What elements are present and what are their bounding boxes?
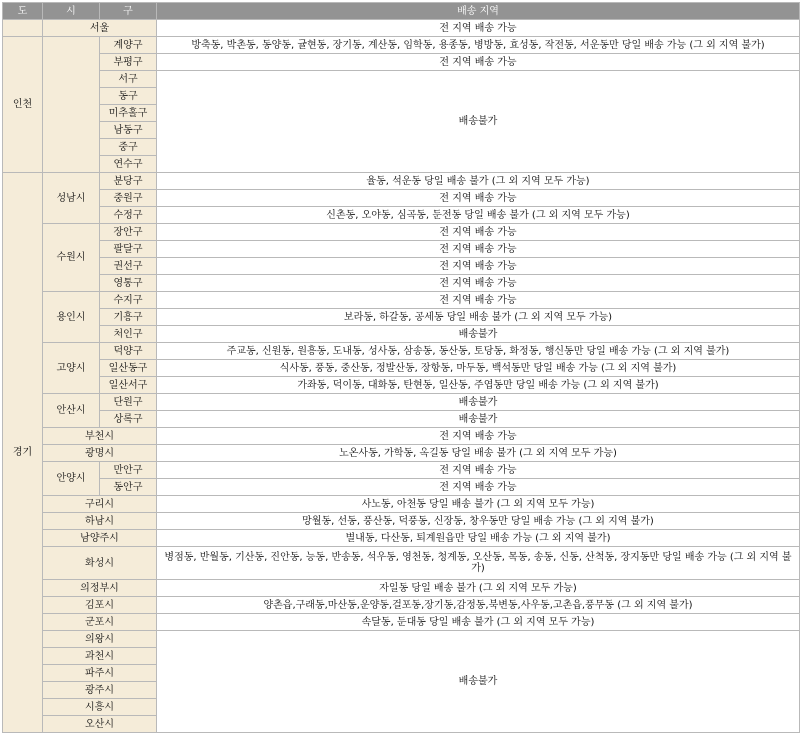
district-label: 덕양구 xyxy=(100,343,157,360)
district-label: 일산서구 xyxy=(100,377,157,394)
area-cell: 전 지역 배송 가능 xyxy=(157,190,800,207)
table-row xyxy=(3,343,800,360)
region-label: 서울 xyxy=(43,20,157,37)
area-cell: 배송불가 xyxy=(157,411,800,428)
city-label: 오산시 xyxy=(43,716,157,733)
area-cell: 전 지역 배송 가능 xyxy=(157,292,800,309)
table-row xyxy=(3,631,800,648)
area-cell: 식사동, 풍동, 중산동, 정발산동, 장항동, 마두동, 백석동만 당일 배송 가능 (그 외 지역 불가) xyxy=(157,360,800,377)
city-label: 구리시 xyxy=(43,496,157,513)
area-cell: 전 지역 배송 가능 xyxy=(157,20,800,37)
region-label: 동구 xyxy=(100,88,157,105)
table-row xyxy=(3,479,800,496)
district-label: 기흥구 xyxy=(100,309,157,326)
city-label: 의정부시 xyxy=(43,580,157,597)
region-label: 미추홀구 xyxy=(100,105,157,122)
city-label: 시흥시 xyxy=(43,699,157,716)
area-cell: 방축동, 박촌동, 동양동, 귤현동, 장기동, 계산동, 임학동, 용종동, 병방동, 효성동, 작전동, 서운동만 당일 배송 가능 (그 외 지역 불가) xyxy=(157,37,800,54)
table-row xyxy=(3,37,800,54)
district-label: 동안구 xyxy=(100,479,157,496)
area-cell: 노온사동, 가학동, 옥길동 당일 배송 불가 (그 외 지역 모두 가능) xyxy=(157,445,800,462)
table-row xyxy=(3,258,800,275)
table-row xyxy=(3,614,800,631)
header-gu: 구 xyxy=(100,3,157,20)
table-row xyxy=(3,326,800,343)
district-label: 단원구 xyxy=(100,394,157,411)
area-cell: 전 지역 배송 가능 xyxy=(157,258,800,275)
district-label: 만안구 xyxy=(100,462,157,479)
area-cell: 사노동, 아천동 당일 배송 불가 (그 외 지역 모두 가능) xyxy=(157,496,800,513)
region-label: 서구 xyxy=(100,71,157,88)
area-cell: 보라동, 하갈동, 공세동 당일 배송 불가 (그 외 지역 모두 가능) xyxy=(157,309,800,326)
city-label: 화성시 xyxy=(43,547,157,580)
incheon-si-spacer xyxy=(43,37,100,173)
header-si: 시 xyxy=(43,3,100,20)
province-gyeonggi: 경기 xyxy=(3,173,43,733)
city-label: 안산시 xyxy=(43,394,100,428)
table-row xyxy=(3,241,800,258)
area-cell: 전 지역 배송 가능 xyxy=(157,241,800,258)
table-row xyxy=(3,462,800,479)
table-header-row xyxy=(3,3,800,20)
area-cell: 배송불가 xyxy=(157,326,800,343)
district-label: 상록구 xyxy=(100,411,157,428)
district-label: 중원구 xyxy=(100,190,157,207)
area-cell: 속달동, 둔대동 당일 배송 불가 (그 외 지역 모두 가능) xyxy=(157,614,800,631)
city-label: 용인시 xyxy=(43,292,100,343)
table-row xyxy=(3,190,800,207)
header-do: 도 xyxy=(3,3,43,20)
delivery-area-table xyxy=(2,2,800,733)
area-cell: 병점동, 반월동, 기산동, 진안동, 능동, 반송동, 석우동, 영천동, 청계동, 오산동, 목동, 송동, 신동, 산척동, 장지동만 당일 배송 가능 (그 외 지역 불가) xyxy=(157,547,800,580)
area-cell: 망월동, 선동, 풍산동, 덕풍동, 신장동, 창우동만 당일 배송 가능 (그 외 지역 불가) xyxy=(157,513,800,530)
table-row xyxy=(3,411,800,428)
table-row xyxy=(3,597,800,614)
district-label: 처인구 xyxy=(100,326,157,343)
region-label: 연수구 xyxy=(100,156,157,173)
city-label: 과천시 xyxy=(43,648,157,665)
area-cell: 전 지역 배송 가능 xyxy=(157,54,800,71)
area-cell: 배송불가 xyxy=(157,71,800,173)
table-row xyxy=(3,360,800,377)
city-label: 안양시 xyxy=(43,462,100,496)
table-row xyxy=(3,496,800,513)
table-row xyxy=(3,445,800,462)
city-label: 김포시 xyxy=(43,597,157,614)
header-area: 배송 지역 xyxy=(157,3,800,20)
province-seoul xyxy=(3,20,43,37)
table-row xyxy=(3,547,800,580)
city-label: 부천시 xyxy=(43,428,157,445)
city-label: 광명시 xyxy=(43,445,157,462)
table-row xyxy=(3,580,800,597)
city-label: 파주시 xyxy=(43,665,157,682)
city-label: 광주시 xyxy=(43,682,157,699)
city-label: 고양시 xyxy=(43,343,100,394)
table-row xyxy=(3,530,800,547)
table-row xyxy=(3,309,800,326)
area-cell: 별내동, 다산동, 퇴계원읍만 당일 배송 가능 (그 외 지역 불가) xyxy=(157,530,800,547)
region-label: 부평구 xyxy=(100,54,157,71)
district-label: 수정구 xyxy=(100,207,157,224)
area-cell: 신촌동, 오야동, 심곡동, 둔전동 당일 배송 불가 (그 외 지역 모두 가능) xyxy=(157,207,800,224)
area-cell: 주교동, 신원동, 원흥동, 도내동, 성사동, 삼송동, 동산동, 토당동, 화정동, 행신동만 당일 배송 가능 (그 외 지역 불가) xyxy=(157,343,800,360)
city-label: 남양주시 xyxy=(43,530,157,547)
table-row xyxy=(3,71,800,88)
district-label: 권선구 xyxy=(100,258,157,275)
table-row xyxy=(3,394,800,411)
district-label: 수지구 xyxy=(100,292,157,309)
city-label: 수원시 xyxy=(43,224,100,292)
table-row xyxy=(3,513,800,530)
area-cell: 전 지역 배송 가능 xyxy=(157,479,800,496)
district-label: 영통구 xyxy=(100,275,157,292)
table-row xyxy=(3,20,800,37)
region-label: 중구 xyxy=(100,139,157,156)
district-label: 팔달구 xyxy=(100,241,157,258)
city-label: 군포시 xyxy=(43,614,157,631)
table-row xyxy=(3,377,800,394)
district-label: 일산동구 xyxy=(100,360,157,377)
table-row xyxy=(3,54,800,71)
table-row xyxy=(3,224,800,241)
table-row xyxy=(3,292,800,309)
area-cell: 전 지역 배송 가능 xyxy=(157,275,800,292)
area-cell: 양촌읍,구래동,마산동,운양동,걸포동,장기동,감정동,북변동,사우동,고촌읍,풍무동 (그 외 지역 불가) xyxy=(157,597,800,614)
area-cell: 전 지역 배송 가능 xyxy=(157,224,800,241)
district-label: 분당구 xyxy=(100,173,157,190)
table-row xyxy=(3,428,800,445)
area-cell: 자일동 당일 배송 불가 (그 외 지역 모두 가능) xyxy=(157,580,800,597)
area-cell: 배송불가 xyxy=(157,631,800,733)
table-row xyxy=(3,207,800,224)
area-cell: 율동, 석운동 당일 배송 불가 (그 외 지역 모두 가능) xyxy=(157,173,800,190)
area-cell: 전 지역 배송 가능 xyxy=(157,462,800,479)
area-cell: 전 지역 배송 가능 xyxy=(157,428,800,445)
city-label: 성남시 xyxy=(43,173,100,224)
region-label: 남동구 xyxy=(100,122,157,139)
table-row xyxy=(3,173,800,190)
province-incheon: 인천 xyxy=(3,37,43,173)
city-label: 하남시 xyxy=(43,513,157,530)
region-label: 계양구 xyxy=(100,37,157,54)
city-label: 의왕시 xyxy=(43,631,157,648)
area-cell: 가좌동, 덕이동, 대화동, 탄현동, 일산동, 주엽동만 당일 배송 가능 (그 외 지역 불가) xyxy=(157,377,800,394)
table-row xyxy=(3,275,800,292)
district-label: 장안구 xyxy=(100,224,157,241)
area-cell: 배송불가 xyxy=(157,394,800,411)
